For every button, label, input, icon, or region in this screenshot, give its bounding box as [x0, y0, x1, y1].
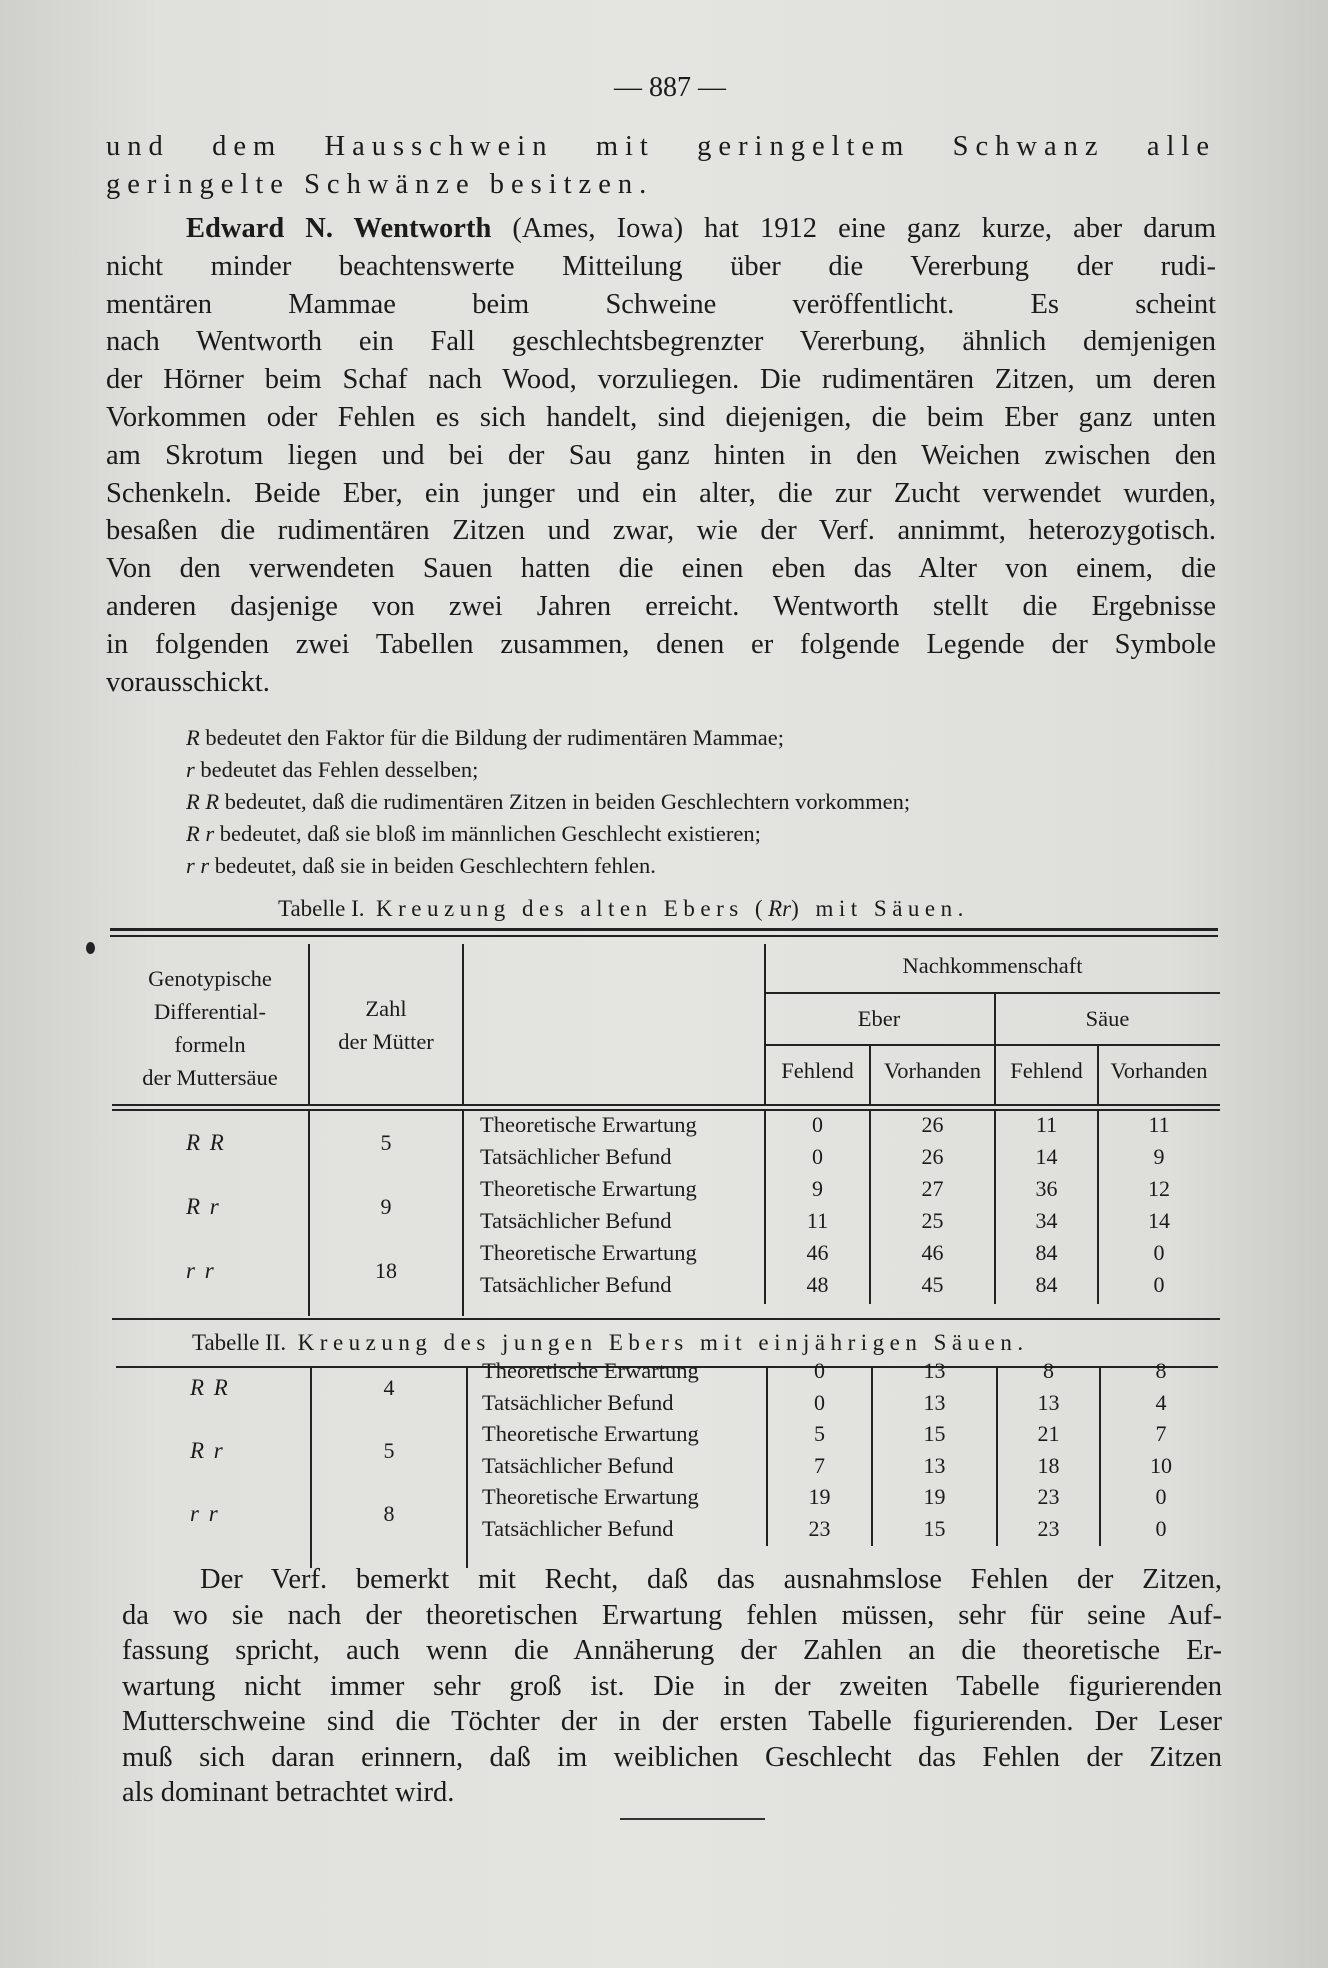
header-saeue-fehlend: Fehlend: [1010, 1058, 1083, 1083]
text-line: Der Verf. bemerkt mit Recht, daß das ausnahmslose Fehlen der Zitzen,: [200, 1564, 1222, 1595]
ink-dot: [86, 942, 95, 954]
legend-text: bedeutet den Faktor für die Bildung der rudimentären Mammae;: [205, 725, 784, 750]
row-label: Theoretische Erwartung: [480, 1112, 697, 1137]
table-cell: 0: [812, 1112, 823, 1137]
text-line: nicht minder beachtenswerte Mitteilung über die Vererbung der rudi-: [106, 250, 1216, 282]
table-cell: 11: [1035, 1112, 1058, 1137]
table-cell: 14: [1035, 1144, 1058, 1169]
row-label: Tatsächlicher Befund: [480, 1272, 672, 1297]
genotype-label: R r: [186, 1193, 221, 1219]
table-cell: 25: [921, 1208, 944, 1233]
header-eber: Eber: [857, 1006, 901, 1031]
table-cell: 27: [921, 1176, 944, 1201]
text-line: da wo sie nach der theoretischen Erwartung fehlen müssen, sehr für seine Auf-: [122, 1599, 1222, 1631]
legend-symbol: r r: [186, 853, 210, 878]
table1-top-rule-2: [110, 935, 1218, 937]
mother-count: 5: [380, 1129, 392, 1155]
table-cell: 48: [806, 1272, 829, 1297]
table-cell: 11: [1148, 1112, 1170, 1137]
text-line: anderen dasjenige von zwei Jahren erreicht. Wentworth stellt die Ergebnisse: [106, 590, 1216, 622]
row-label: Tatsächlicher Befund: [480, 1208, 672, 1233]
genotype-label: R R: [190, 1375, 230, 1401]
text-line: in folgenden zwei Tabellen zusammen, denen er folgende Legende der Symbole: [106, 628, 1216, 660]
genotype-label: r r: [190, 1501, 220, 1527]
table-cell: 13: [923, 1452, 946, 1478]
table1-caption: [278, 896, 969, 922]
row-label: Tatsächlicher Befund: [480, 1144, 672, 1169]
column-divider: [308, 944, 310, 1104]
header-text: der Mütter: [338, 1029, 434, 1054]
table-cell: 4: [1155, 1389, 1167, 1415]
table1-bottom-rule: [112, 1318, 1220, 1320]
table-cell: 23: [1037, 1484, 1060, 1509]
table-cell: 13: [1037, 1389, 1060, 1415]
legend-text: bedeutet das Fehlen desselben;: [200, 757, 479, 782]
row-label: Tatsächlicher Befund: [482, 1515, 674, 1541]
legend-item: [186, 850, 910, 882]
text-line: muß sich daran erinnern, daß im weiblichen Geschlecht das Fehlen der Zitzen: [122, 1741, 1222, 1773]
legend-item: [186, 818, 910, 850]
column-divider: [1097, 1046, 1099, 1104]
table-cell: 5: [814, 1421, 825, 1446]
legend-item: [186, 722, 910, 754]
paragraph-lines: [106, 248, 1216, 702]
table-cell: 0: [814, 1389, 825, 1415]
text-line: Schenkeln. Beide Eber, ein junger und ein alter, die zur Zucht verwendet wurden,: [106, 477, 1216, 509]
table-cell: 84: [1035, 1240, 1058, 1265]
paragraph-wentworth: [106, 210, 1216, 701]
table-cell: 84: [1035, 1272, 1058, 1297]
header-bottom-rule-2: [112, 1109, 1220, 1111]
column-divider: [994, 994, 996, 1104]
header-text: Zahl: [365, 996, 407, 1021]
table-cell: 34: [1035, 1208, 1058, 1233]
row-label: Theoretische Erwartung: [482, 1421, 699, 1446]
row-label: Theoretische Erwartung: [480, 1176, 697, 1201]
header-rule: [765, 1044, 1220, 1046]
table-cell: 13: [923, 1389, 946, 1415]
text-line: vorausschickt.: [106, 666, 270, 698]
header-nachkommenschaft: Nachkommenschaft: [902, 953, 1083, 978]
mother-count: 18: [375, 1257, 397, 1283]
legend-symbol: r: [186, 757, 195, 782]
table1-title: Kreuzung des alten Ebers (: [376, 896, 769, 921]
intro-text: [106, 128, 1216, 204]
table2-label: Tabelle II.: [192, 1330, 287, 1355]
table-cell: 46: [806, 1240, 829, 1265]
table-cell: 0: [814, 1358, 825, 1383]
author-name: Edward N. Wentworth: [186, 213, 492, 244]
table1-top-rule: [110, 928, 1218, 931]
genotype-label: R R: [186, 1129, 226, 1155]
text-line: mentären Mammae beim Schweine veröffentlicht. Es scheint: [106, 288, 1216, 320]
text-line: der Hörner beim Schaf nach Wood, vorzuliegen. Die rudimentären Zitzen, um deren: [106, 364, 1216, 396]
column-divider: [462, 1110, 464, 1316]
header-text: Genotypische: [148, 966, 272, 991]
table-cell: 45: [921, 1272, 944, 1297]
text-line: wartung nicht immer sehr groß ist. Die in der zweiten Tabelle figurierenden: [122, 1670, 1222, 1702]
table-cell: 9: [1153, 1144, 1165, 1169]
table2-title: Kreuzung des jungen Ebers mit einjährigen Säuen.: [297, 1330, 1029, 1355]
table-cell: 8: [1043, 1358, 1054, 1383]
table-cell: 15: [923, 1515, 946, 1541]
table1-symbol: Rr: [768, 896, 792, 921]
legend-symbol: R R: [186, 789, 220, 814]
text-line: Vorkommen oder Fehlen es sich handelt, sind diejenigen, die beim Eber ganz unten: [106, 401, 1216, 433]
mother-count: 8: [383, 1501, 395, 1527]
text-line: Von den verwendeten Sauen hatten die einen eben das Alter von einem, die: [106, 553, 1216, 585]
header-text: der Muttersäue: [142, 1065, 278, 1090]
table-cell: 46: [921, 1240, 944, 1265]
table-cell: 9: [812, 1176, 823, 1201]
header-zahl: [310, 992, 462, 1058]
table-cell: 36: [1035, 1176, 1058, 1201]
table-cell: 14: [1148, 1208, 1170, 1233]
header-eber-vorhanden: Vorhanden: [883, 1058, 982, 1083]
row-label: Tatsächlicher Befund: [482, 1389, 674, 1415]
table1-label: Tabelle I.: [278, 896, 365, 921]
table-cell: 7: [1155, 1421, 1167, 1446]
header-text: formeln: [174, 1032, 246, 1057]
header-saeue-vorhanden: Vorhanden: [1110, 1058, 1208, 1083]
table-cell: 0: [812, 1144, 823, 1169]
table-cell: 19: [923, 1484, 946, 1509]
table-cell: 11: [806, 1208, 829, 1233]
mother-count: 4: [383, 1375, 395, 1401]
mother-count: 9: [380, 1193, 392, 1219]
text-line: Mutterschweine sind die Töchter der in der ersten Tabelle figurierenden. Der Leser: [122, 1706, 1222, 1737]
legend-text: bedeutet, daß sie in beiden Geschlechtern fehlen.: [214, 853, 656, 878]
text-line: [106, 210, 1216, 248]
header-eber-fehlend: Fehlend: [781, 1058, 854, 1083]
table-cell: 0: [1155, 1484, 1167, 1509]
table-cell: 12: [1148, 1176, 1170, 1201]
text-line: am Skrotum liegen und bei der Sau ganz hinten in den Weichen zwischen den: [106, 439, 1216, 471]
page-number: — 887 —: [614, 72, 726, 103]
header-geno: [112, 962, 308, 1094]
text-line: und dem Hausschwein mit geringeltem Schwanz alle: [106, 131, 1216, 162]
text-line: geringelte Schwänze besitzen.: [106, 168, 654, 200]
table-cell: 23: [808, 1515, 831, 1541]
legend-symbol: R r: [186, 821, 215, 846]
table-cell: 18: [1037, 1452, 1060, 1478]
table-cell: 7: [814, 1452, 825, 1478]
column-divider: [764, 944, 766, 1104]
table-cell: 23: [1037, 1515, 1060, 1541]
column-divider: [466, 1368, 468, 1568]
legend-item: [186, 754, 910, 786]
row-label: Theoretische Erwartung: [480, 1240, 697, 1265]
column-divider: [462, 944, 464, 1104]
legend-text: bedeutet, daß die rudimentären Zitzen in beiden Geschlechtern vorkommen;: [224, 789, 911, 814]
header-rule: [765, 992, 1220, 994]
table-cell: 21: [1037, 1421, 1060, 1446]
table-cell: 0: [1153, 1240, 1165, 1265]
symbol-legend: [186, 722, 910, 882]
mother-count: 5: [383, 1438, 395, 1464]
header-saeue: Säue: [1085, 1006, 1130, 1031]
genotype-label: R r: [190, 1438, 225, 1464]
table-cell: 26: [921, 1112, 944, 1137]
header-bottom-rule: [112, 1104, 1220, 1106]
legend-symbol: R: [186, 725, 200, 750]
text-line: als dominant betrachtet wird.: [122, 1777, 455, 1808]
table-cell: 0: [1155, 1515, 1167, 1541]
text-line: fassung spricht, auch wenn die Annäherung der Zahlen an die theoretische Er-: [122, 1635, 1222, 1666]
table-cell: 26: [921, 1144, 944, 1169]
row-label: Tatsächlicher Befund: [482, 1452, 674, 1478]
text-line: nach Wentworth ein Fall geschlechtsbegrenzter Vererbung, ähnlich demjenigen: [106, 326, 1216, 358]
column-divider: [869, 1046, 871, 1104]
genotype-label: r r: [186, 1257, 216, 1283]
table-cell: 8: [1155, 1358, 1167, 1383]
header-text: Differential-: [153, 999, 267, 1024]
legend-item: [186, 786, 910, 818]
row-label: Theoretische Erwartung: [482, 1358, 699, 1383]
table1-title-end: ) mit Säuen.: [791, 896, 969, 921]
legend-text: bedeutet, daß sie bloß im männlichen Geschlecht existieren;: [219, 821, 761, 846]
table-cell: 19: [808, 1484, 831, 1509]
table2-caption: [192, 1330, 1029, 1356]
closing-paragraph: [122, 1562, 1222, 1811]
text-line: besaßen die rudimentären Zitzen und zwar, wie der Verf. annimmt, heterozygotisch.: [106, 515, 1216, 547]
table-cell: 13: [923, 1358, 946, 1383]
table-cell: 10: [1150, 1452, 1172, 1478]
row-label: Theoretische Erwartung: [482, 1484, 699, 1509]
table-cell: 0: [1153, 1272, 1165, 1297]
text-span: (Ames, Iowa) hat 1912 eine ganz kurze, aber darum: [512, 213, 1217, 244]
end-rule: [620, 1818, 765, 1820]
table-cell: 15: [923, 1421, 946, 1446]
